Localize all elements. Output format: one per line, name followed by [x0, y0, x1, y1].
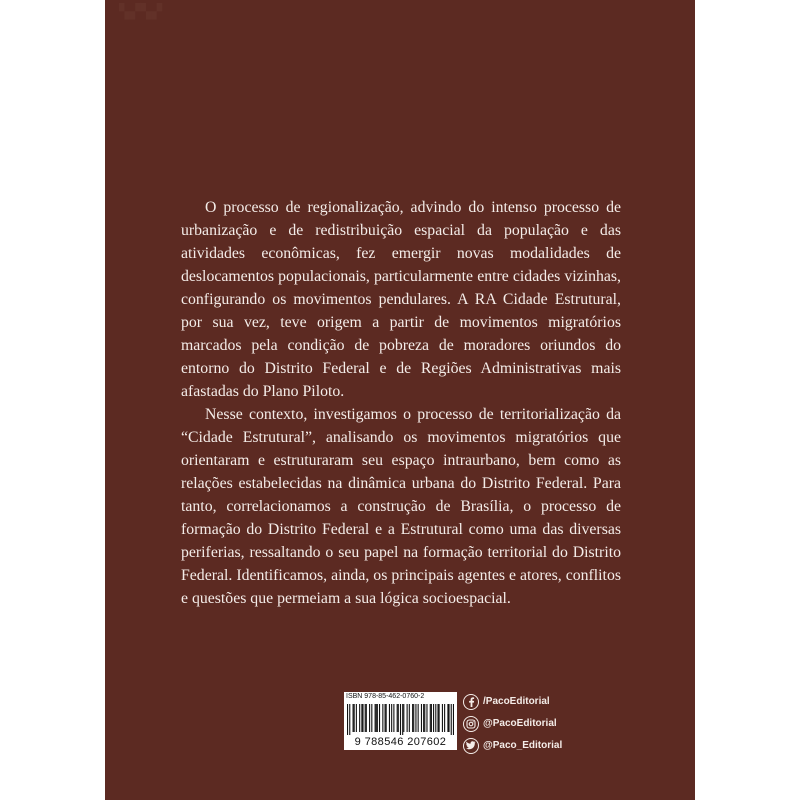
barcode-bar [423, 704, 424, 732]
barcode-bar [349, 704, 350, 735]
barcode-bar [398, 704, 399, 732]
barcode-bar [430, 704, 431, 732]
barcode-bar [412, 704, 413, 732]
barcode-bar [421, 704, 422, 732]
barcode-bar [379, 704, 380, 732]
barcode-bar [347, 704, 348, 735]
facebook-icon [463, 694, 479, 710]
barcode-bar [389, 704, 390, 732]
social-media-list [463, 691, 593, 757]
blurb-paragraph-2: Nesse contexto, investigamos o processo de territorialização da “Cidade Estrutural”, analisando os movimentos migratórios que orientaram e estruturaram seu espaço intraurbano, bem como as relações estabelecidas na dinâmica urbana do Distrito Federal. Para tanto, correlacionamos a construção de Brasília, o processo de formação do Distrito Federal e a Estrutural como uma das diversas periferias, ressaltando o seu papel na formação territorial do Distrito Federal. Identificamos, ainda, os principais agentes e atores, conflitos e questões que permeiam a sua lógica socioespacial. [181, 406, 621, 607]
barcode-bar [403, 704, 404, 732]
barcode-bar [397, 704, 398, 732]
social-twitter[interactable] [463, 735, 593, 756]
back-cover-blurb [181, 196, 621, 610]
barcode-bar [371, 704, 372, 732]
barcode-bar [382, 704, 383, 732]
twitter-icon [463, 738, 479, 754]
barcode-bar [366, 704, 367, 732]
barcode-bar [442, 704, 443, 732]
social-instagram[interactable] [463, 713, 593, 734]
barcode-bar [386, 704, 387, 732]
faint-cover-mark: ▚▞▚▞ [119, 4, 163, 20]
barcode-bar [437, 704, 438, 732]
isbn-label: ISBN 978-85-462-0760-2 [346, 693, 425, 700]
barcode-bar [413, 704, 414, 732]
barcode-bar [369, 704, 370, 732]
instagram-icon [463, 716, 479, 732]
barcode-bar [415, 704, 416, 732]
barcode-bar [356, 704, 357, 732]
barcode-number: 9 788546 207602 [354, 736, 447, 748]
isbn-barcode-block [344, 692, 457, 750]
barcode-bar [353, 704, 354, 732]
barcode-bar [376, 704, 377, 732]
barcode-bar [448, 704, 449, 732]
barcode-bar [444, 704, 445, 732]
barcode-bar [418, 704, 419, 732]
barcode-image [347, 704, 454, 735]
barcode-bar [402, 704, 403, 735]
barcode-bar [361, 704, 362, 732]
barcode-bar [453, 704, 454, 735]
barcode-bar [391, 704, 392, 732]
barcode-bar [362, 704, 363, 732]
barcode-bar [424, 704, 425, 732]
barcode-bar [439, 704, 440, 732]
social-facebook[interactable] [463, 691, 593, 712]
barcode-bar [435, 704, 436, 732]
barcode-bar [426, 704, 427, 732]
barcode-bar [385, 704, 386, 732]
barcode-bar [375, 704, 376, 732]
barcode-bar [359, 704, 360, 732]
blurb-paragraph-1: O processo de regionalização, advindo do intenso processo de urbanização e de redistribuição espacial da população e das atividades econômicas, fez emergir novas modalidades de deslocamentos populacionais, particularmente entre cidades vizinhas, configurando os movimentos pendulares. A RA Cidade Estrutural, por sua vez, teve origem a partir de movimentos migratórios marcados pela condição de pobreza de moradores oriundos do entorno do Distrito Federal e de Regiões Administrativas mais afastadas do Plano Piloto. [181, 199, 621, 400]
barcode-bar [451, 704, 452, 735]
instagram-handle[interactable]: @PacoEditorial [483, 718, 557, 729]
barcode-bar [400, 704, 401, 735]
barcode-bar [407, 704, 408, 732]
twitter-handle[interactable]: @Paco_Editorial [483, 740, 563, 751]
barcode-bar [433, 704, 434, 732]
barcode-bar [377, 704, 378, 732]
facebook-handle[interactable]: /PacoEditorial [483, 696, 550, 707]
barcode-bar [447, 704, 448, 732]
barcode-bar [409, 704, 410, 732]
barcode-bar [431, 704, 432, 732]
barcode-bar [354, 704, 355, 732]
barcode-bar [365, 704, 366, 732]
barcode-bar [393, 704, 394, 732]
